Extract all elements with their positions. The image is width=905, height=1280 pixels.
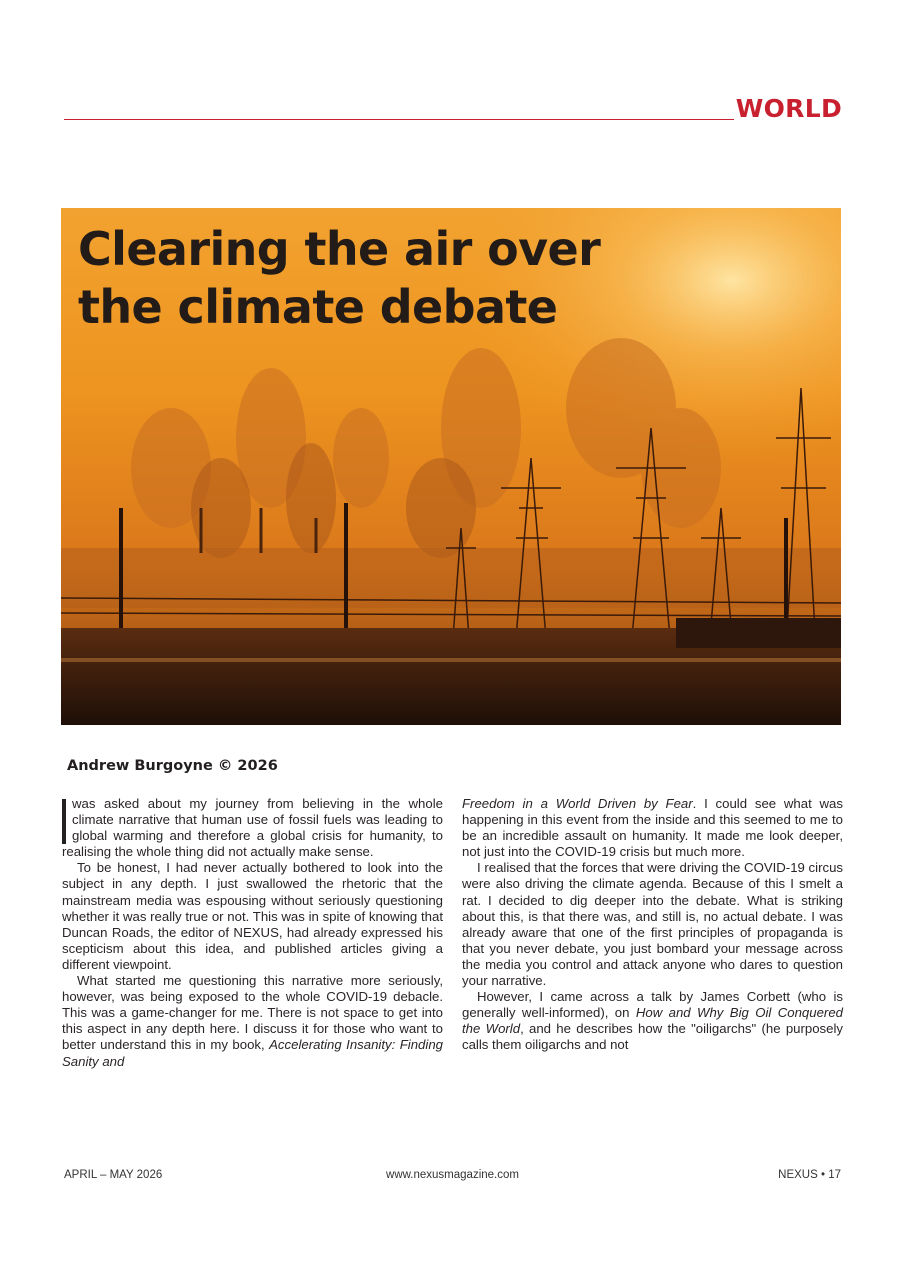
footer-url: www.nexusmagazine.com xyxy=(386,1169,519,1181)
paragraph-text: , and he describes how the "oiligarchs" (he purposely calls them oiligarchs and not xyxy=(462,1021,843,1053)
paragraph-text: What started me questioning this narrative more seriously, however, was being exposed to the whole COVID-19 debacle. This was a game-changer for me. There is not space to get into this aspect in any depth here. I discuss it for those who want to better understand this in my book, xyxy=(62,973,443,1053)
paragraph xyxy=(62,973,443,1070)
paragraph-text: . I could see what was happening in this event from the inside and this seemed to me to be an incredible assault on humanity. It made me look deeper, not just into the COVID-19 crisis but much more. xyxy=(462,796,843,860)
talk-title: How and Why Big Oil Conquered the World xyxy=(462,1005,843,1037)
hero-image xyxy=(61,208,841,725)
paragraph: I realised that the forces that were driving the COVID-19 circus were also driving the climate agenda. Because of this I smelt a rat. I decided to dig deeper into the debate. What is striking about this, is that there was, and still is, no actual debate. I was already aware that one of the first principles of propaganda is that you never debate, you just bombard your message across the media you control and attack anyone who dares to question your narrative. xyxy=(462,860,843,989)
paragraph xyxy=(62,796,443,860)
paragraph xyxy=(462,796,843,860)
footer-page-number: NEXUS • 17 xyxy=(778,1169,841,1181)
section-rule xyxy=(64,119,734,120)
article-title xyxy=(78,220,600,336)
book-title: Freedom in a World Driven by Fear xyxy=(462,796,693,811)
section-label: WORLD xyxy=(735,94,842,123)
drop-cap xyxy=(62,799,66,844)
paragraph xyxy=(462,989,843,1053)
article-title-line1: Clearing the air over xyxy=(78,222,601,276)
book-title: Accelerating Insanity: Finding Sanity and xyxy=(62,1037,443,1069)
paragraph: To be honest, I had never actually bothered to look into the subject in any depth. I just swallowed the rhetoric that the mainstream media was espousing without seriously questioning whether it was really true or not. This was in spite of knowing that Duncan Roads, the editor of NEXUS, had already expressed his scepticism about this idea, and published articles giving a different viewpoint. xyxy=(62,860,443,972)
article-column-right xyxy=(462,796,843,1054)
paragraph-text: was asked about my journey from believing in the whole climate narrative that human use of fossil fuels was leading to global warming and therefore a global crisis for humanity, to realising the whole thing did not actually make sense. xyxy=(62,796,443,860)
paragraph-text: However, I came across a talk by James Corbett (who is generally well-informed), on xyxy=(462,989,843,1021)
footer-issue: APRIL – MAY 2026 xyxy=(64,1169,163,1181)
article-title-line2: the climate debate xyxy=(78,280,558,334)
article-column-left xyxy=(62,796,443,1070)
byline: Andrew Burgoyne © 2026 xyxy=(67,758,278,774)
